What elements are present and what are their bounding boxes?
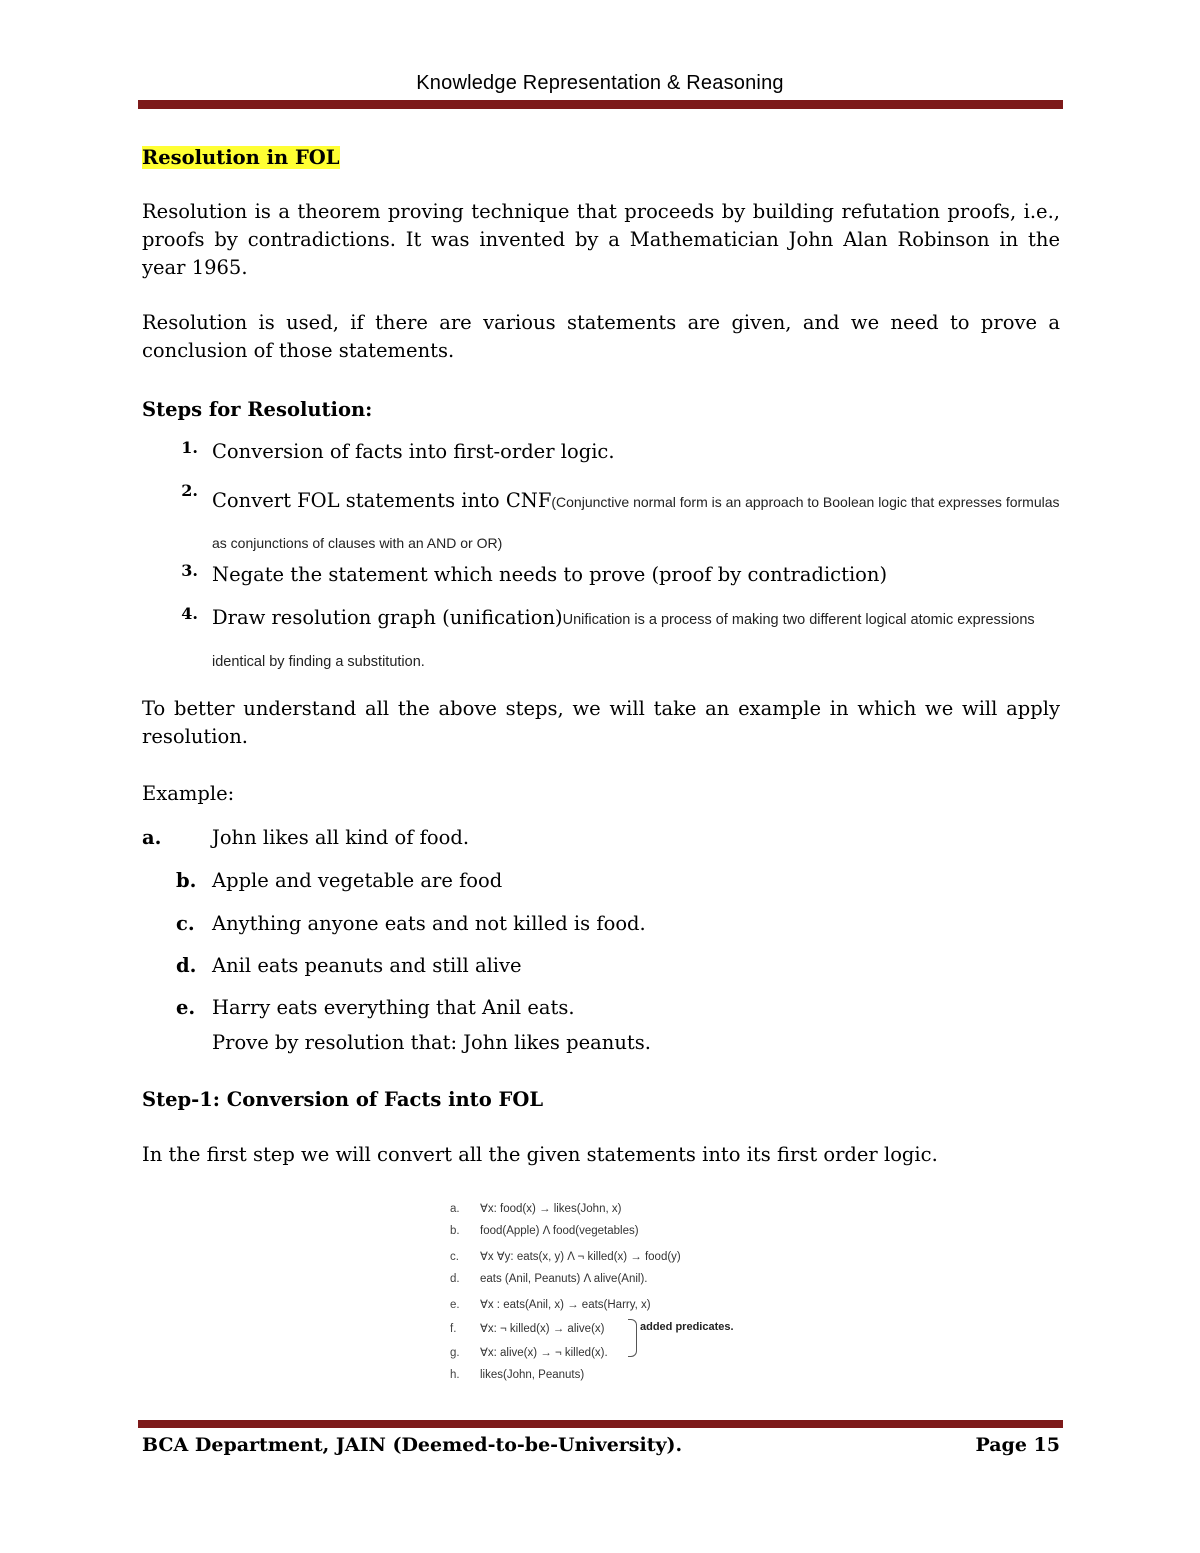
example-label: Example: [142, 782, 235, 805]
paragraph-1: Resolution is a theorem proving technique that proceeds by building refutation proofs, i.e., proofs by contradictions. It was invented by a Mathematician John Alan Robinson in the year 1965. [142, 200, 1060, 279]
fol-line: d. eats (Anil, Peanuts) Λ alive(Anil). [450, 1273, 648, 1285]
example-text: Harry eats everything that Anil eats. [212, 996, 575, 1019]
step1-text: In the first step we will convert all the given statements into its first order logic. [142, 1143, 938, 1166]
footer-department: BCA Department, JAIN (Deemed-to-be-University). [142, 1434, 683, 1456]
brace-icon [628, 1319, 637, 1357]
example-letter: a. [142, 826, 162, 849]
example-text: John likes all kind of food. [212, 826, 470, 849]
fol-line: a. ∀x: food(x) → likes(John, x) [450, 1203, 622, 1215]
fol-line: g. ∀x: alive(x) → ¬ killed(x). [450, 1347, 608, 1359]
page-number: Page 15 [975, 1434, 1060, 1456]
step-number: 4. [181, 604, 198, 623]
example-letter: b. [176, 869, 197, 892]
step-number: 3. [181, 561, 198, 580]
paragraph-2: Resolution is used, if there are various statements are given, and we need to prove a conclusion of those statements. [142, 311, 1060, 362]
step-note: Unification is a process of making two different logical atomic expressions identical by finding a substitution. [212, 612, 1035, 670]
fol-line: e. ∀x : eats(Anil, x) → eats(Harry, x) [450, 1299, 651, 1311]
step-text: Draw resolution graph (unification)Unification is a process of making two different logical atomic expressions identical by finding a substitution. [212, 606, 1035, 670]
step-number: 1. [181, 438, 198, 457]
step-note: (Conjunctive normal form is an approach to Boolean logic that expresses formulas as conjunctions of clauses with an AND or OR) [212, 494, 1060, 551]
steps-heading: Steps for Resolution: [142, 398, 373, 421]
fol-statements [450, 1195, 780, 1385]
example-text: Anything anyone eats and not killed is food. [212, 912, 646, 935]
added-predicates-label: added predicates. [640, 1321, 734, 1333]
footer-rule [138, 1420, 1063, 1428]
step-text: Conversion of facts into first-order logic. [212, 440, 615, 463]
example-letter: e. [176, 996, 196, 1019]
prove-line: Prove by resolution that: John likes peanuts. [212, 1031, 651, 1054]
step-text: Negate the statement which needs to prove (proof by contradiction) [212, 563, 888, 586]
example-letter: c. [176, 912, 195, 935]
fol-line: c. ∀x ∀y: eats(x, y) Λ ¬ killed(x) → food(y) [450, 1251, 681, 1263]
section-title: Resolution in FOL [142, 146, 340, 169]
example-text: Anil eats peanuts and still alive [212, 954, 522, 977]
fol-line: h. likes(John, Peanuts) [450, 1369, 585, 1381]
fol-line: b. food(Apple) Λ food(vegetables) [450, 1225, 639, 1237]
header-title: Knowledge Representation & Reasoning [416, 72, 784, 94]
header-rule [138, 100, 1063, 109]
intro-example: To better understand all the above steps, we will take an example in which we will apply resolution. [142, 697, 1060, 748]
step1-heading: Step-1: Conversion of Facts into FOL [142, 1088, 544, 1111]
step-text: Convert FOL statements into CNF(Conjunctive normal form is an approach to Boolean logic that expresses formulas as conjunctions of clauses with an AND or OR) [212, 489, 1060, 551]
step-number: 2. [181, 481, 198, 500]
example-letter: d. [176, 954, 197, 977]
example-text: Apple and vegetable are food [212, 869, 503, 892]
fol-line: f. ∀x: ¬ killed(x) → alive(x) [450, 1323, 605, 1335]
